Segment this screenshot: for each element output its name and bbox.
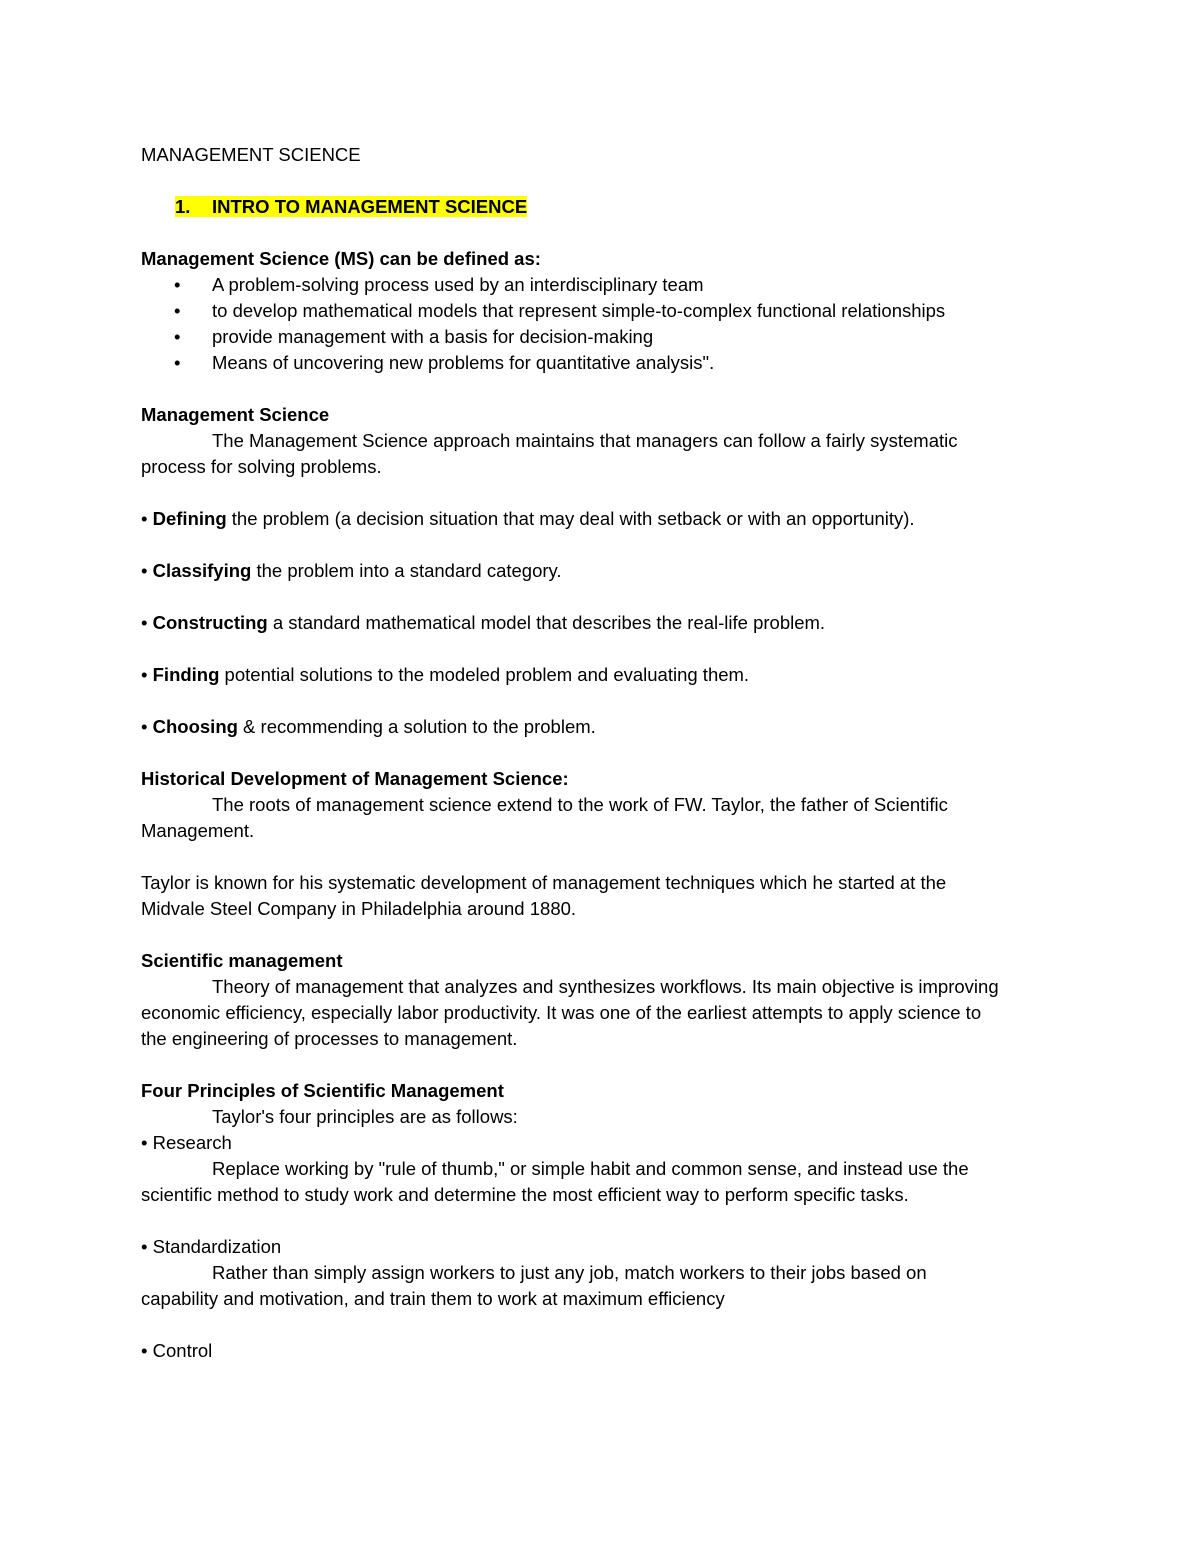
step-item: • Finding potential solutions to the modeled problem and evaluating them. <box>141 664 750 685</box>
principle-paragraph-line: Replace working by "rule of thumb," or simple habit and common sense, and instead use the <box>212 1158 969 1179</box>
approach-heading: Management Science <box>141 404 330 425</box>
bullet-icon: • <box>141 1236 153 1257</box>
principle-label: • Research <box>141 1132 232 1153</box>
bullet-icon: • <box>141 508 153 529</box>
bullet-icon: • <box>141 1132 153 1153</box>
step-item: • Choosing & recommending a solution to the problem. <box>141 716 596 737</box>
section-number: 1. <box>175 196 191 217</box>
section-heading <box>141 194 1061 220</box>
step-item: • Classifying the problem into a standard category. <box>141 560 562 581</box>
bullet-icon: • <box>141 1340 153 1361</box>
document-title: MANAGEMENT SCIENCE <box>141 144 361 165</box>
approach-paragraph-line: process for solving problems. <box>141 456 382 477</box>
bullet-icon: • <box>174 326 181 347</box>
principle-paragraph-line: Rather than simply assign workers to just any job, match workers to their jobs based on <box>212 1262 927 1283</box>
scientific-paragraph-line: the engineering of processes to management. <box>141 1028 518 1049</box>
scientific-paragraph-line: Theory of management that analyzes and synthesizes workflows. Its main objective is improving <box>212 976 999 997</box>
principle-label: • Standardization <box>141 1236 282 1257</box>
scientific-heading: Scientific management <box>141 950 343 971</box>
principle-paragraph-line: scientific method to study work and determine the most efficient way to perform specific tasks. <box>141 1184 909 1205</box>
list-item: • A problem-solving process used by an interdisciplinary team <box>141 272 1061 298</box>
history-paragraph-line: The roots of management science extend to the work of FW. Taylor, the father of Scientific <box>212 794 948 815</box>
definition-heading: Management Science (MS) can be defined as: <box>141 248 541 269</box>
bullet-icon: • <box>174 274 181 295</box>
bullet-icon: • <box>174 352 181 373</box>
approach-paragraph-line: The Management Science approach maintains that managers can follow a fairly systematic <box>212 430 958 451</box>
list-item: • to develop mathematical models that represent simple-to-complex functional relationships <box>141 298 1061 324</box>
bullet-icon: • <box>141 612 153 633</box>
document-body <box>141 142 1061 1364</box>
principles-heading: Four Principles of Scientific Management <box>141 1080 504 1101</box>
principles-intro: Taylor's four principles are as follows: <box>212 1106 518 1127</box>
section-title: INTRO TO MANAGEMENT SCIENCE <box>212 196 528 217</box>
bullet-icon: • <box>174 300 181 321</box>
list-item: • provide management with a basis for decision-making <box>141 324 1061 350</box>
bullet-icon: • <box>141 560 153 581</box>
history-paragraph-line: Management. <box>141 820 255 841</box>
step-item: • Constructing a standard mathematical model that describes the real-life problem. <box>141 612 826 633</box>
scientific-paragraph-line: economic efficiency, especially labor productivity. It was one of the earliest attempts to apply science to <box>141 1002 982 1023</box>
principle-label: • Control <box>141 1340 213 1361</box>
history-heading: Historical Development of Management Science: <box>141 768 569 789</box>
step-item: • Defining the problem (a decision situation that may deal with setback or with an opportunity). <box>141 508 915 529</box>
history-paragraph-line: Midvale Steel Company in Philadelphia around 1880. <box>141 898 577 919</box>
history-paragraph-line: Taylor is known for his systematic development of management techniques which he started at the <box>141 872 947 893</box>
principle-paragraph-line: capability and motivation, and train them to work at maximum efficiency <box>141 1288 725 1309</box>
list-item: • Means of uncovering new problems for quantitative analysis". <box>141 350 1061 376</box>
bullet-icon: • <box>141 664 153 685</box>
bullet-icon: • <box>141 716 153 737</box>
